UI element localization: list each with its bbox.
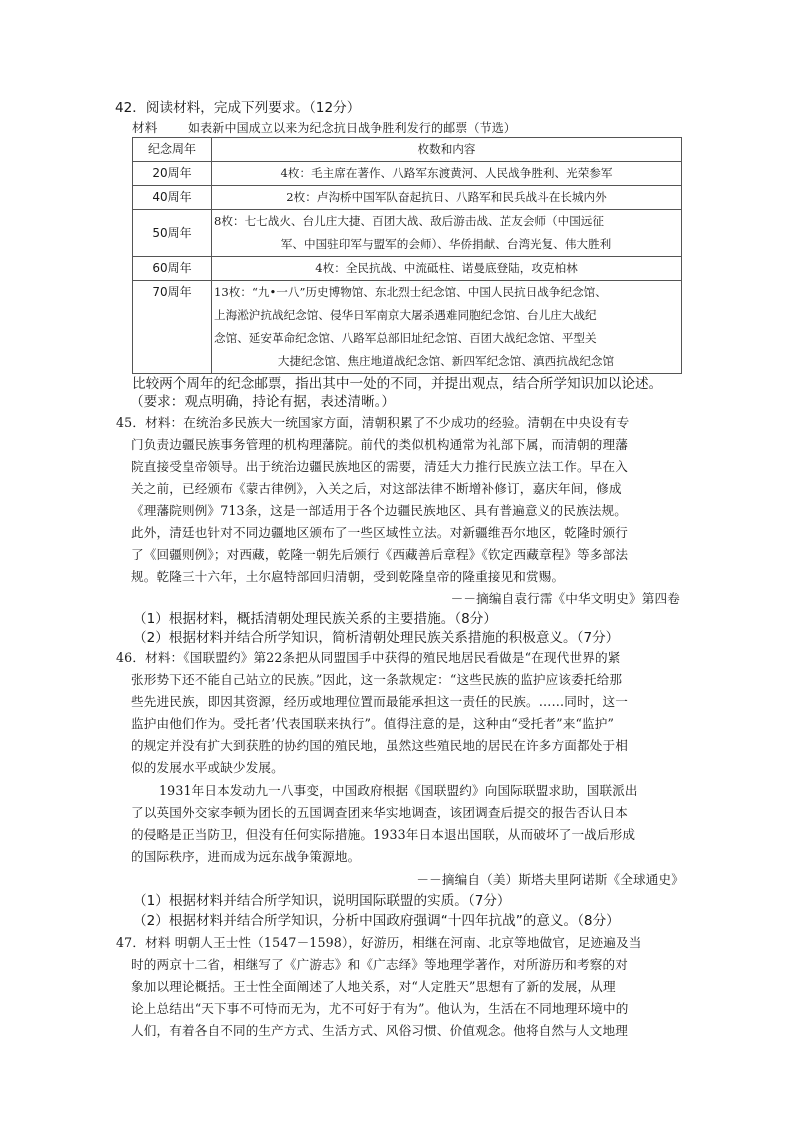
table-cell-year: 20周年 [133,162,212,186]
q45-source: －－摘编自袁行霈《中华文明史》第四卷 [450,591,680,606]
q42-title: 42．阅读材料，完成下列要求。（12分） [115,100,361,116]
table-row [133,257,682,281]
q46-source: －－摘编自（美）斯塔夫里阿诺斯《全球通史》 [416,872,684,887]
q46-question-2: （2）根据材料并结合所学知识，分析中国政府强调“十四年抗战”的意义。（8分） [133,913,620,929]
table-header-row [133,138,682,162]
q46-material-line: 了以英国外交家李顿为团长的五国调查团来华实地调查，该团调查后提交的报告否认日本 [131,805,629,820]
q46-material-line: 似的发展水平或缺少发展。 [131,760,284,775]
q45-material-line: 此外，清廷也针对不同边疆地区颁布了一些区域性立法。对新疆维吾尔地区，乾隆时颁行 [131,525,629,540]
table-cell-content [212,210,682,257]
q45-material-line: 了《回疆则例》；对西藏，乾隆一朝先后颁行《西藏善后章程》《钦定西藏章程》等多部法 [131,547,629,562]
table-header-year: 纪念周年 [133,138,212,162]
table-row [133,210,682,257]
q47-material-line: 论上总结出“天下事不可恃而无为，尤不可好于有为”。他认为，生活在不同地理环境中的 [131,1001,629,1016]
q46-material-line: 张形势下还不能自己站立的民族。”因此，这一条款规定：“这些民族的监护应该委托给那 [131,672,623,687]
table-cell-line: 念馆、延安革命纪念馆、八路军总部旧址纪念馆、百团大战纪念馆、平型关 [214,331,597,345]
table-cell-content: 4枚：全民抗战、中流砥柱、诺曼底登陆，攻克柏林 [212,257,682,281]
table-cell-year: 70周年 [133,281,212,374]
table-row [133,162,682,186]
q45-material-line: 门负责边疆民族事务管理的机构理藩院。前代的类似机构通常为礼部下属，而清朝的理藩 [131,437,629,452]
q46-question-1: （1）根据材料并结合所学知识，说明国际联盟的实质。（7分） [133,893,511,909]
q45-question-1: （1）根据材料，概括清朝处理民族关系的主要措施。（8分） [133,611,497,627]
q45-question-2: （2）根据材料并结合所学知识，简析清朝处理民族关系措施的积极意义。（7分） [133,630,620,646]
q45-material-line: 规。乾隆三十六年，土尔扈特部回归清朝，受到乾隆皇帝的隆重接见和赏赐。 [131,569,565,584]
table-cell-year: 60周年 [133,257,212,281]
table-cell-content: 2枚：卢沟桥中国军队奋起抗日、八路军和民兵战斗在长城内外 [212,186,682,210]
table-cell-year: 40周年 [133,186,212,210]
stamp-table [132,137,682,374]
q47-material-line: 时的两京十二省，相继写了《广游志》和《广志绎》等地理学著作，对所游历和考察的对 [131,957,629,972]
q45-material-line: 《理藩院则例》713条，这是一部适用于各个边疆民族地区、具有普遍意义的民族法规。 [131,503,628,518]
q42-requirement-note: （要求：观点明确，持论有据，表述清晰。） [130,394,396,410]
q42-requirement: 比较两个周年的纪念邮票，指出其中一处的不同，并提出观点，结合所学知识加以论述。 [132,376,663,392]
q42-caption-label: 材料 [132,120,158,135]
q46-material-line: 46．材料：《国联盟约》第22条把从同盟国手中获得的殖民地居民看做是“在现代世界的紧 [116,650,621,665]
q46-material-line: 的国际秩序，进而成为远东战争策源地。 [131,849,361,864]
q46-material-line: 些先进民族，即因其资源，经历或地理位置而最能承担这一责任的民族。……同时，这一 [131,694,629,709]
q45-material-line: 关之前，已经颁布《蒙古律例》，入关之后，对这部法律不断增补修订，嘉庆年间，修成 [131,481,622,496]
q42-caption: 如表新中国成立以来为纪念抗日战争胜利发行的邮票（节选） [188,121,517,135]
q46-material-line: 的规定并没有扩大到获胜的协约国的殖民地，虽然这些殖民地的居民在许多方面都处于相 [131,738,629,753]
table-cell-line: 上海淞沪抗战纪念馆、侵华日军南京大屠杀遇难同胞纪念馆、台儿庄大战纪 [214,308,597,322]
table-cell-line: 13枚：“九•一八”历史博物馆、东北烈士纪念馆、中国人民抗日战争纪念馆、 [214,285,607,299]
q45-material-line: 院直接受皇帝领导。出于统治边疆民族地区的需要，清廷大力推行民族立法工作。早在入 [131,459,629,474]
table-row [133,186,682,210]
q46-material-line: 监护由他们作为。受托者’代表国联来执行”。值得注意的是，这种由“受托者”来“监护” [131,716,615,731]
q47-material-line: 人们，有着各自不同的生产方式、生活方式、风俗习惯、价值观念。他将自然与人文地理 [131,1023,629,1038]
table-row [133,281,682,374]
q46-material-line: 1931年日本发动九一八事变，中国政府根据《国联盟约》向国际联盟求助，国联派出 [159,783,638,798]
table-cell-line: 大捷纪念馆、焦庄地道战纪念馆、新四军纪念馆、滇西抗战纪念馆 [277,354,615,368]
table-cell-content: 4枚：毛主席在著作、八路军东渡黄河、人民战争胜利、光荣参军 [212,162,682,186]
q47-material-line: 47．材料 明朝人王士性（1547－1598），好游历，相继在河南、北京等地做官，足迹遍及当 [116,935,642,950]
q46-material-line: 的侵略是正当防卫，但没有任何实际措施。1933年日本退出国联，从而破坏了一战后形成 [131,827,636,842]
table-cell-line: 军、中国驻印军与盟军的会师）、华侨捐献、台湾光复、伟大胜利 [280,237,612,251]
q45-material-line: 45．材料：在统治多民族大一统国家方面，清朝积累了不少成功的经验。清朝在中央设有专 [116,415,630,430]
table-cell-line: 8枚：七七战火、台儿庄大捷、百团大战、敌后游击战、芷友会师（中国远征 [214,214,604,228]
table-cell-year: 50周年 [133,210,212,257]
q47-material-line: 象加以理论概括。王士性全面阐述了人地关系，对“人定胜天”思想有了新的发展，从理 [131,979,616,994]
table-cell-content [212,281,682,374]
table-header-content: 枚数和内容 [212,138,682,162]
